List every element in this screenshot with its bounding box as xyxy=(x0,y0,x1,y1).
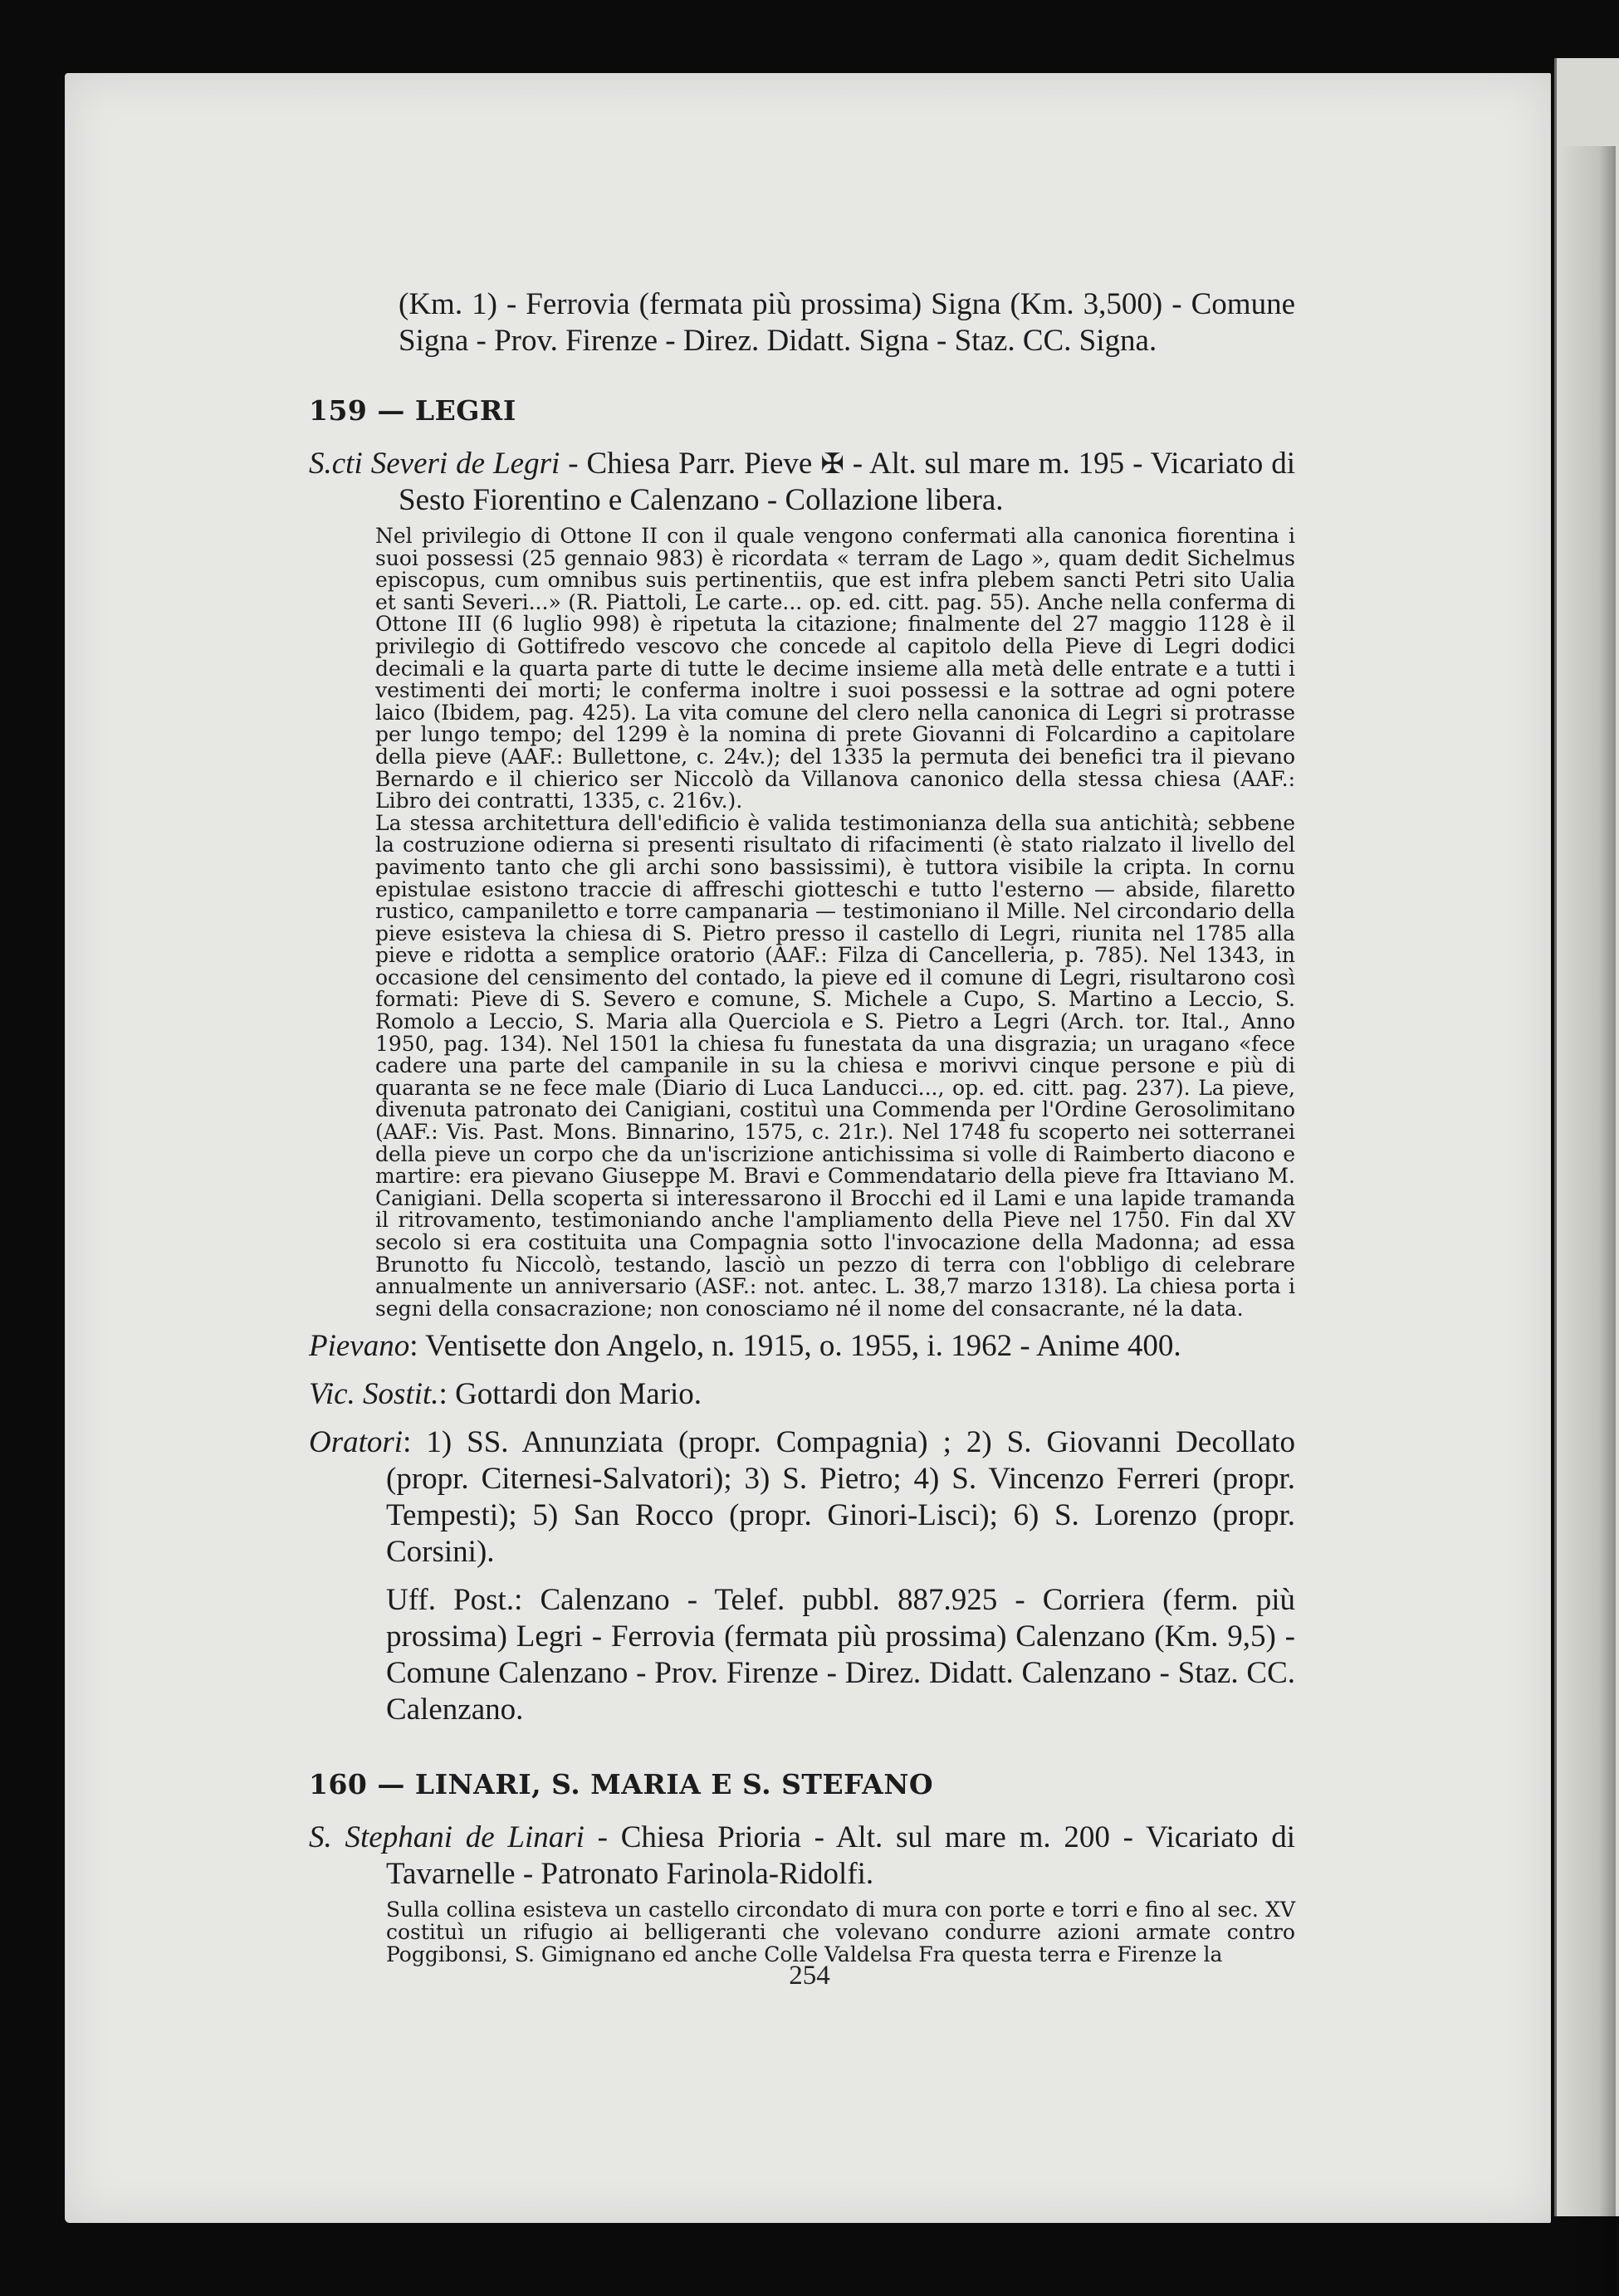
entry-159-title xyxy=(309,446,1295,519)
entry-159-history xyxy=(309,525,1295,1320)
entry-159-oratori xyxy=(309,1424,1295,1571)
entry-160-history-p1: Sulla collina esisteva un castello circondato di mura con porte e torri e fino al sec. XV costituì un rifugio ai belligeranti che volevano condurre azioni armate contro Poggibonsi, S. Gimignano ed anche Colle Valdelsa Fra questa terra e Firenze la xyxy=(386,1898,1295,1966)
entry-159-vic-sostit xyxy=(309,1376,1295,1413)
entry-159-heading: 159 — LEGRI xyxy=(309,394,516,427)
entry-160-heading: 160 — LINARI, S. MARIA E S. STEFANO xyxy=(309,1768,934,1801)
page-content xyxy=(309,286,1295,1969)
oratori-label: Oratori xyxy=(309,1425,404,1460)
entry-160-desc: - Chiesa Prioria - Alt. sul mare m. 200 - Vicariato di Tavarnelle - Patronato Farinola-Ridolfi. xyxy=(386,1820,1295,1892)
entry-159-desc-b: - Alt. sul mare m. 195 - Vicariato di Sesto Fiorentino e Calenzano - Collazione libera. xyxy=(399,447,1296,517)
continuation-paragraph: (Km. 1) - Ferrovia (fermata più prossima) Signa (Km. 3,500) - Comune Signa - Prov. Firenze - Direz. Didatt. Signa - Staz. CC. Signa. xyxy=(399,287,1295,358)
entry-160-history xyxy=(309,1899,1295,1966)
pievano-label: Pievano xyxy=(309,1329,410,1364)
vic-sostit-text: : Gottardi don Mario. xyxy=(438,1377,702,1412)
oratori-text: : 1) SS. Annunziata (propr. Compagnia) ; 2) S. Giovanni Decollato (propr. Citernesi-Salvatori); 3) S. Pietro; 4) S. Vincenzo Ferreri (propr. Tempesti); 5) San Rocco (propr. Ginori-Lisci); 6) S. Lorenzo (propr. Corsini). xyxy=(386,1425,1295,1570)
entry-159-pievano xyxy=(309,1328,1295,1365)
vic-sostit-label: Vic. Sostit. xyxy=(309,1377,439,1412)
entry-160-title xyxy=(309,1820,1295,1893)
pievano-text: : Ventisette don Angelo, n. 1915, o. 1955, i. 1962 - Anime 400. xyxy=(409,1329,1181,1364)
maltese-cross-icon: ✠ xyxy=(820,447,844,481)
entry-159-uff-post: Uff. Post.: Calenzano - Telef. pubbl. 887.925 - Corriera (ferm. più prossima) Legri - Ferrovia (fermata più prossima) Calenzano (Km. 9,5) - Comune Calenzano - Prov. Firenze - Direz. Didatt. Calenzano - Staz. CC. Calenzano. xyxy=(386,1583,1295,1727)
page-number: 254 xyxy=(789,1961,830,1991)
entry-159-latin-name: S.cti Severi de Legri xyxy=(309,447,560,481)
entry-160-latin-name: S. Stephani de Linari xyxy=(309,1820,585,1855)
entry-159-history-p2: La stessa architettura dell'edificio è valida testimonianza della sua antichità; sebbene la costruzione odierna si presenti risultato di rifacimenti (è stato rialzato il livello del pavimento tanto che gli archi sono bassissimi), è tuttora visibile la cripta. In cornu epistulae esistono traccie di affreschi giotteschi e tutto l'esterno — abside, filaretto rustico, campaniletto e torre campanaria — testimoniano il Mille. Nel circondario della pieve esisteva la chiesa di S. Pietro presso il castello di Legri, riunita nel 1785 alla pieve e ridotta a semplice oratorio (AAF.: Filza di Cancelleria, p. 785). Nel 1343, in occasione del censimento del contado, la pieve ed il comune di Legri, risultarono così formati: Pieve di S. Severo e comune, S. Michele a Cupo, S. Martino a Leccio, S. Romolo a Leccio, S. Maria alla Querciola e S. Pietro a Legri (Arch. tor. Ital., Anno 1950, pag. 134). Nel 1501 la chiesa fu funestata da una disgrazia; un uragano «fece cadere una parte del campanile in su la chiesa e morivvi cinque persone e più di quaranta se ne fece male (Diario di Luca Landucci..., op. ed. citt. pag. 237). La pieve, divenuta patronato dei Canigiani, costituì una Commenda per l'Ordine Gerosolimitano (AAF.: Vis. Past. Mons. Binnarino, 1575, c. 21r.). Nel 1748 fu scoperto nei sotterranei della pieve un corpo che da un'iscrizione antichissima si volle di Raimberto diacono e martire: era pievano Giuseppe M. Bravi e Commendatario della pieve fra Ittaviano M. Canigiani. Della scoperta si interessarono il Brocchi ed il Lami e una lapide tramanda il ritrovamento, testimoniando anche l'ampliamento della Pieve nel 1750. Fin dal XV secolo si era costituita una Compagnia sotto l'invocazione della Madonna; ad essa Brunotto fu Niccolò, testando, lasciò un pezzo di terra con l'obbligo di celebrare annualmente un anniversario (ASF.: not. antec. L. 38,7 marzo 1318). La chiesa porta i segni della consacrazione; non conosciamo né il nome del consacrante, né la data. xyxy=(375,810,1295,1321)
entry-159-desc-a: - Chiesa Parr. Pieve xyxy=(560,447,821,481)
entry-159-history-p1: Nel privilegio di Ottone II con il quale vengono confermati alla canonica fiorentina i suoi possessi (25 gennaio 983) è ricordata « terram de Lago », quam dedit Sichelmus episcopus, cum omnibus suis pertinentiis, que est infra plebem sancti Petri sito Ualia et santi Severi...» (R. Piattoli, Le carte... op. ed. citt. pag. 55). Anche nella conferma di Ottone III (6 luglio 998) è ripetuta la citazione; finalmente del 27 maggio 1128 è il privilegio di Gottifredo vescovo che concede al capitolo della Pieve di Legri dodici decimali e la quarta parte di tutte le decime insieme alla metà delle entrate e a tutti i vestimenti dei morti; le conferma inoltre i suoi possessi e la sottrae ad ogni potere laico (Ibidem, pag. 425). La vita comune del clero nella canonica di Legri si protrasse per lungo tempo; del 1299 è la nomina di prete Giovanni di Folcardino a capitolare della pieve (AAF.: Bullettone, c. 24v.); del 1335 la permuta dei benefici tra il pievano Bernardo e il chierico ser Niccolò da Villanova canonico della stessa chiesa (AAF.: Libro dei contratti, 1335, c. 216v.). xyxy=(375,524,1295,813)
